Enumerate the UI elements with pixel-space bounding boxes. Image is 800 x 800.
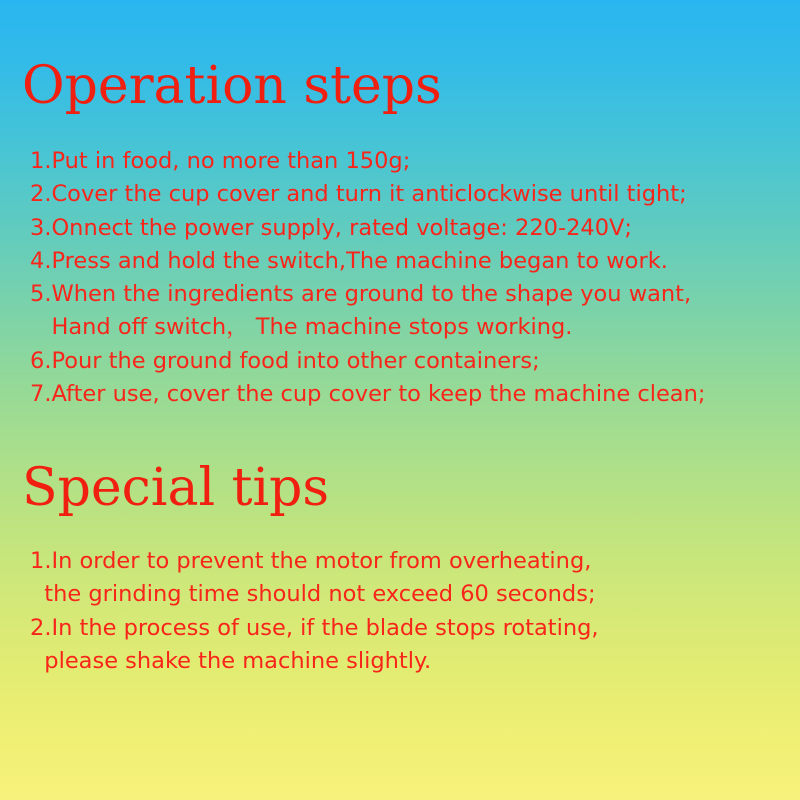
list-item: 2.In the process of use, if the blade stops rotating, <box>30 614 599 641</box>
special-tips-list <box>30 545 790 678</box>
list-item: 1.Put in food, no more than 150g; <box>30 148 411 174</box>
list-item: 1.In order to prevent the motor from overheating, <box>30 548 592 574</box>
operation-steps-list <box>30 145 790 411</box>
list-item: 2.Cover the cup cover and turn it anticlockwise until tight; <box>30 181 687 208</box>
list-item: 7.After use, cover the cup cover to keep the machine clean; <box>30 381 706 408</box>
list-item: please shake the machine slightly. <box>30 647 432 674</box>
list-item: Hand off switch， The machine stops working. <box>30 314 573 341</box>
special-tips-title: Special tips <box>22 458 330 518</box>
operation-steps-title: Operation steps <box>22 56 442 116</box>
list-item: 6.Pour the ground food into other containers; <box>30 347 540 374</box>
list-item: 5.When the ingredients are ground to the shape you want, <box>30 281 692 308</box>
list-item: the grinding time should not exceed 60 seconds; <box>30 581 596 608</box>
list-item: 4.Press and hold the switch,The machine began to work. <box>30 247 668 274</box>
list-item: 3.Onnect the power supply, rated voltage: 220-240V; <box>30 214 632 241</box>
